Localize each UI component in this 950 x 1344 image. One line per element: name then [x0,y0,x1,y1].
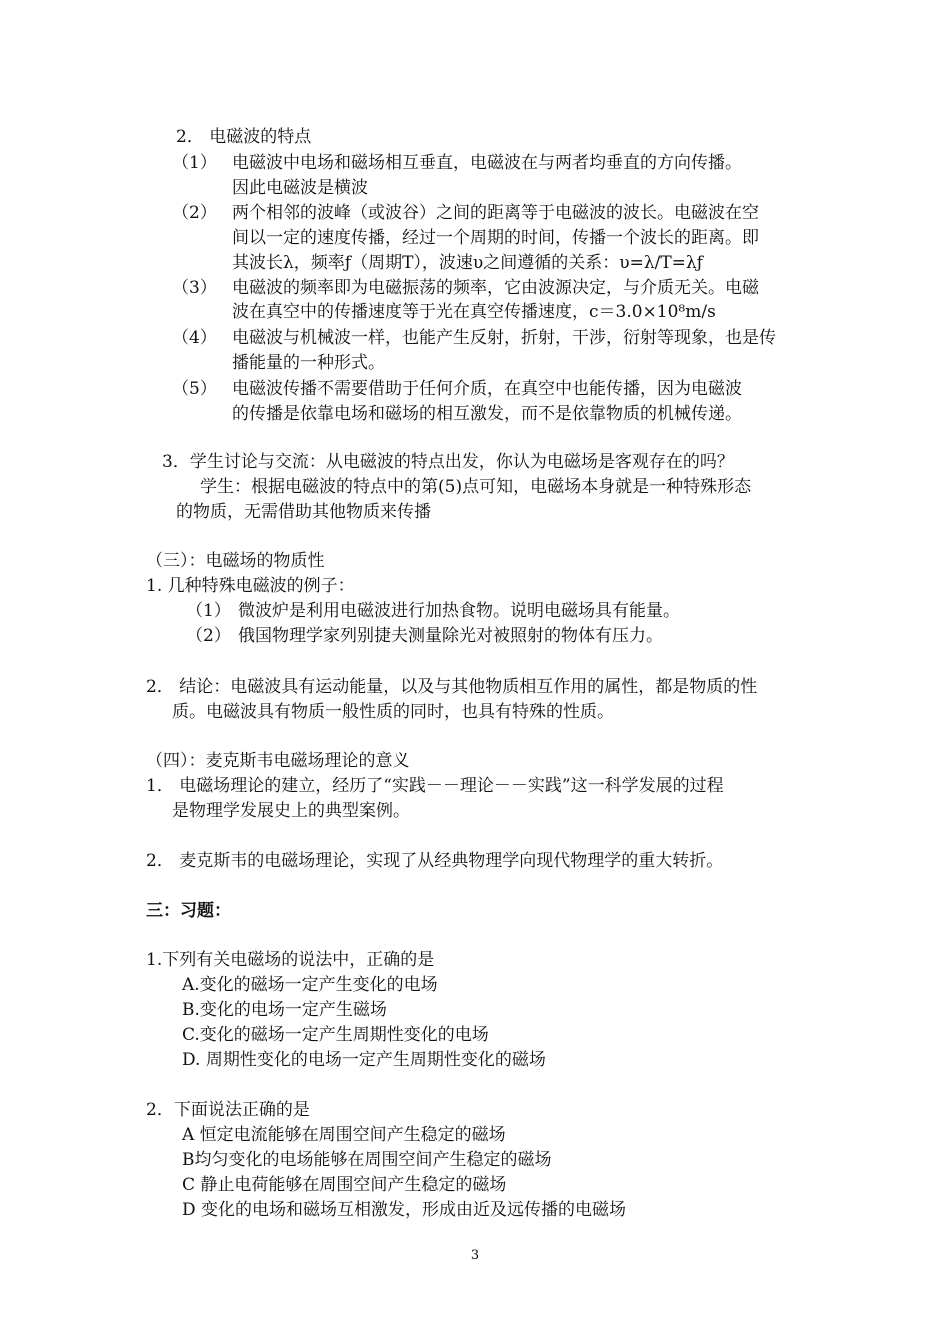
discussion-answer-line-1: 学生：根据电磁波的特点中的第(5)点可知，电磁场本身就是一种特殊形态 [200,477,752,497]
item-3-line-1: 电磁波的频率即为电磁振荡的频率，它由波源决定，与介质无关。电磁 [232,278,759,298]
item-1-line-2: 因此电磁波是横波 [232,178,368,198]
item-3-num: （3） [172,278,217,298]
item-2-line-2: 间以一定的速度传播，经过一个周期的时间，传播一个波长的距离。即 [232,228,759,248]
part-3-point-1: 1. 几种特殊电磁波的例子： [146,576,355,596]
part-4-point-2: 2． 麦克斯韦的电磁场理论，实现了从经典物理学向现代物理学的重大转折。 [146,851,724,871]
question-1-option-c: C.变化的磁场一定产生周期性变化的电场 [182,1025,489,1045]
part-4-point-1-line-1: 1． 电磁场理论的建立，经历了“实践－－理论－－实践”这一科学发展的过程 [146,776,724,796]
item-1-line-1: 电磁波中电场和磁场相互垂直，电磁波在与两者均垂直的方向传播。 [232,153,742,173]
question-1-option-b: B.变化的电场一定产生磁场 [182,1000,387,1020]
part-4-title: （四）：麦克斯韦电磁场理论的意义 [146,751,410,771]
part-3-sub-1-text: 微波炉是利用电磁波进行加热食物。说明电磁场具有能量。 [238,601,680,621]
question-2-option-b: B均匀变化的电场能够在周围空间产生稳定的磁场 [182,1150,552,1170]
question-1-option-d: D. 周期性变化的电场一定产生周期性变化的磁场 [182,1050,546,1070]
part-3-title: （三）：电磁场的物质性 [146,551,325,571]
item-4-line-1: 电磁波与机械波一样，也能产生反射，折射，干涉，衍射等现象，也是传 [232,328,776,348]
item-4-line-2: 播能量的一种形式。 [232,353,385,373]
item-2-line-1: 两个相邻的波峰（或波谷）之间的距离等于电磁波的波长。电磁波在空 [232,203,759,223]
part-3-point-2-line-2: 质。电磁波具有物质一般性质的同时，也具有特殊的性质。 [172,702,614,722]
part-4-point-1-line-2: 是物理学发展史上的典型案例。 [172,801,410,821]
item-5-num: （5） [172,379,217,399]
question-1-option-a: A.变化的磁场一定产生变化的电场 [182,975,438,995]
item-1-num: （1） [172,153,217,173]
question-2-option-a: A 恒定电流能够在周围空间产生稳定的磁场 [182,1125,506,1145]
item-5-line-1: 电磁波传播不需要借助于任何介质，在真空中也能传播，因为电磁波 [232,379,742,399]
part-3-sub-1-num: （1） [186,601,231,621]
discussion-question: 3．学生讨论与交流：从电磁波的特点出发，你认为电磁场是客观存在的吗？ [162,452,734,472]
section-2-heading: 2． 电磁波的特点 [176,127,312,147]
page-number: 3 [470,1248,480,1263]
part-3-point-2-line-1: 2． 结论：电磁波具有运动能量，以及与其他物质相互作用的属性，都是物质的性 [146,677,758,697]
part-3-sub-2-text: 俄国物理学家列别捷夫测量除光对被照射的物体有压力。 [238,626,663,646]
item-3-line-2: 波在真空中的传播速度等于光在真空传播速度，c＝3.0×10⁸m/s [232,302,716,322]
part-3-sub-2-num: （2） [186,626,231,646]
question-1-stem: 1.下列有关电磁场的说法中，正确的是 [146,950,435,970]
question-2-option-c: C 静止电荷能够在周围空间产生稳定的磁场 [182,1175,507,1195]
question-2-option-d: D 变化的电场和磁场互相激发，形成由近及远传播的电磁场 [182,1200,627,1220]
exercises-title: 三：习题： [146,901,231,921]
item-2-line-3: 其波长λ，频率ƒ（周期T），波速υ之间遵循的关系：υ=λ/T=λƒ [232,253,703,273]
discussion-answer-line-2: 的物质，无需借助其他物质来传播 [176,502,431,522]
item-5-line-2: 的传播是依靠电场和磁场的相互激发，而不是依靠物质的机械传递。 [232,404,742,424]
item-4-num: （4） [172,328,217,348]
question-2-stem: 2．下面说法正确的是 [146,1100,310,1120]
item-2-num: （2） [172,203,217,223]
